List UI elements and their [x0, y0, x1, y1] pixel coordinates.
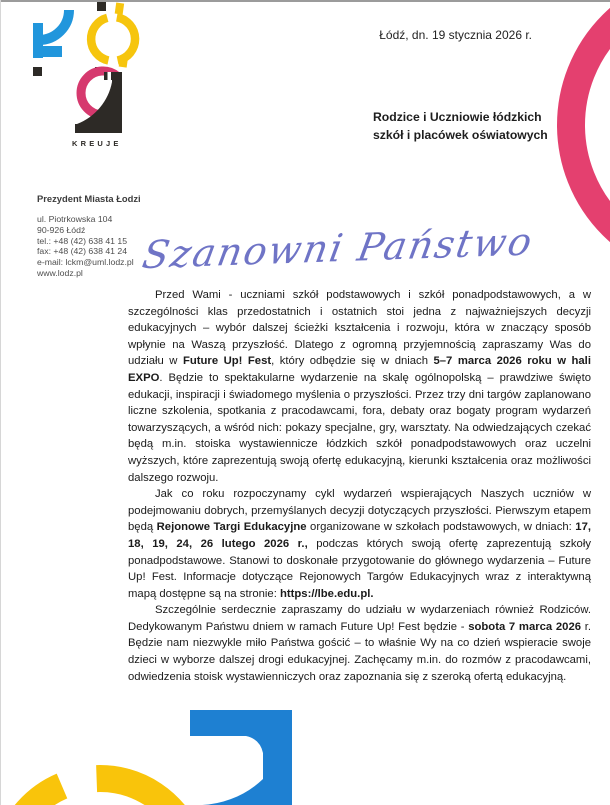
sender-address-line: e-mail: lckm@uml.lodz.pl	[37, 257, 134, 268]
bottom-blue-glyph-icon	[190, 710, 292, 805]
recipient-block	[373, 108, 548, 145]
logo-dot-icon	[97, 2, 106, 11]
recipient-line: szkół i placówek oświatowych	[373, 128, 548, 143]
sender-address-line: tel.: +48 (42) 638 41 15	[37, 235, 128, 246]
handwritten-greeting: Szanowni Państwo	[139, 219, 538, 278]
sender-title: Prezydent Miasta Łodzi	[37, 193, 141, 204]
sender-address-line: 90-926 Łódź	[37, 224, 86, 235]
pink-ring-decoration	[557, 0, 610, 281]
sender-address-line: fax: +48 (42) 638 41 24	[37, 246, 128, 257]
sender-address-line: www.lodz.pl	[37, 267, 83, 278]
body-paragraph: Przed Wami - uczniami szkół podstawowych i szkół ponadpodstawowych, a w szczególności klas przedostatnich i ostatnich stoi jedna z najważniejszych decyzji edukacyjnych – wybór dalszej ścieżki kształcenia i rozwoju, która w znaczący sposób wpłynie na Waszą przyszłość. Dlatego z ogromną przyjemnością zapraszamy Was do udziału w Future Up! Fest, który odbędzie się w dniach 5–7 marca 2026 roku w hali EXPO. Będzie to spektakularne wydarzenie na skalę ogólnopolską – prawdziwe święto edukacji, inspiracji i świadomego myślenia o przyszłości. Przez trzy dni targów zaplanowano liczne szkolenia, spotkania z pracodawcami, fora, debaty oraz bogaty program wydarzeń towarzyszących, a wśród nich: pokazy specjalne, gry, warsztaty. Na odwiedzających czekać będą m.in. stoiska wystawiennicze łódzkich szkół ponadpodstawowych oraz uczelni wyższych, które zaprezentują swoją ofertę edukacyjną, kierunki kształcenia oraz możliwości dalszego rozwoju.	[128, 289, 591, 484]
sender-address-line: ul. Piotrkowska 104	[37, 214, 113, 224]
recipient-line: Rodzice i Uczniowie łódzkich	[373, 110, 542, 124]
bottom-logo-decoration	[0, 695, 610, 805]
kreuje-wordmark: KREUJE	[72, 139, 122, 148]
sender-address	[37, 214, 134, 279]
body-paragraph: Jak co roku rozpoczynamy cykl wydarzeń wspierających Naszych uczniów w podejmowaniu dobrych, przemyślanych decyzji dotyczących przyszłości. Pierwszym etapem będą Rejonowe Targi Edukacyjne organizowane w szkołach podstawowych, w dniach: 17, 18, 19, 24, 26 lutego 2026 r., podczas których swoją ofertę zaprezentują szkoły ponadpodstawowe. Stanowi to doskonałe przygotowanie do głównego wydarzenia – Future Up! Fest. Informacje dotyczące Rejonowych Targów Edukacyjnych wraz z interaktywną mapą dostępne są na stronie: https://lbe.edu.pl.	[128, 488, 591, 600]
body-paragraph: Szczególnie serdecznie zapraszamy do udziału w wydarzeniach również Rodziców. Dedykowanym Państwu dniem w ramach Future Up! Fest będzie - sobota 7 marca 2026 r. Będzie nam niezwykle miło Państwa gościć – to właśnie Wy na co dzień wspieracie swoje dzieci w wyborze dalszej drogi edukacyjnej. Zachęcamy m.in. do rozmów z pracodawcami, odwiedzenia stoisk wystawienniczych oraz zapoznania się z szeroką ofertą edukacyjną.	[128, 604, 592, 683]
bottom-yellow-ring-icon	[3, 779, 190, 805]
logo-letter-o-icon	[91, 3, 135, 68]
date-line: Łódź, dn. 19 stycznia 2026 r.	[379, 28, 532, 42]
lodz-kreuje-logo-icon	[0, 0, 170, 160]
letter-body	[128, 287, 591, 685]
logo-letter-l-icon	[33, 10, 69, 58]
logo-dot-icon	[33, 67, 42, 76]
